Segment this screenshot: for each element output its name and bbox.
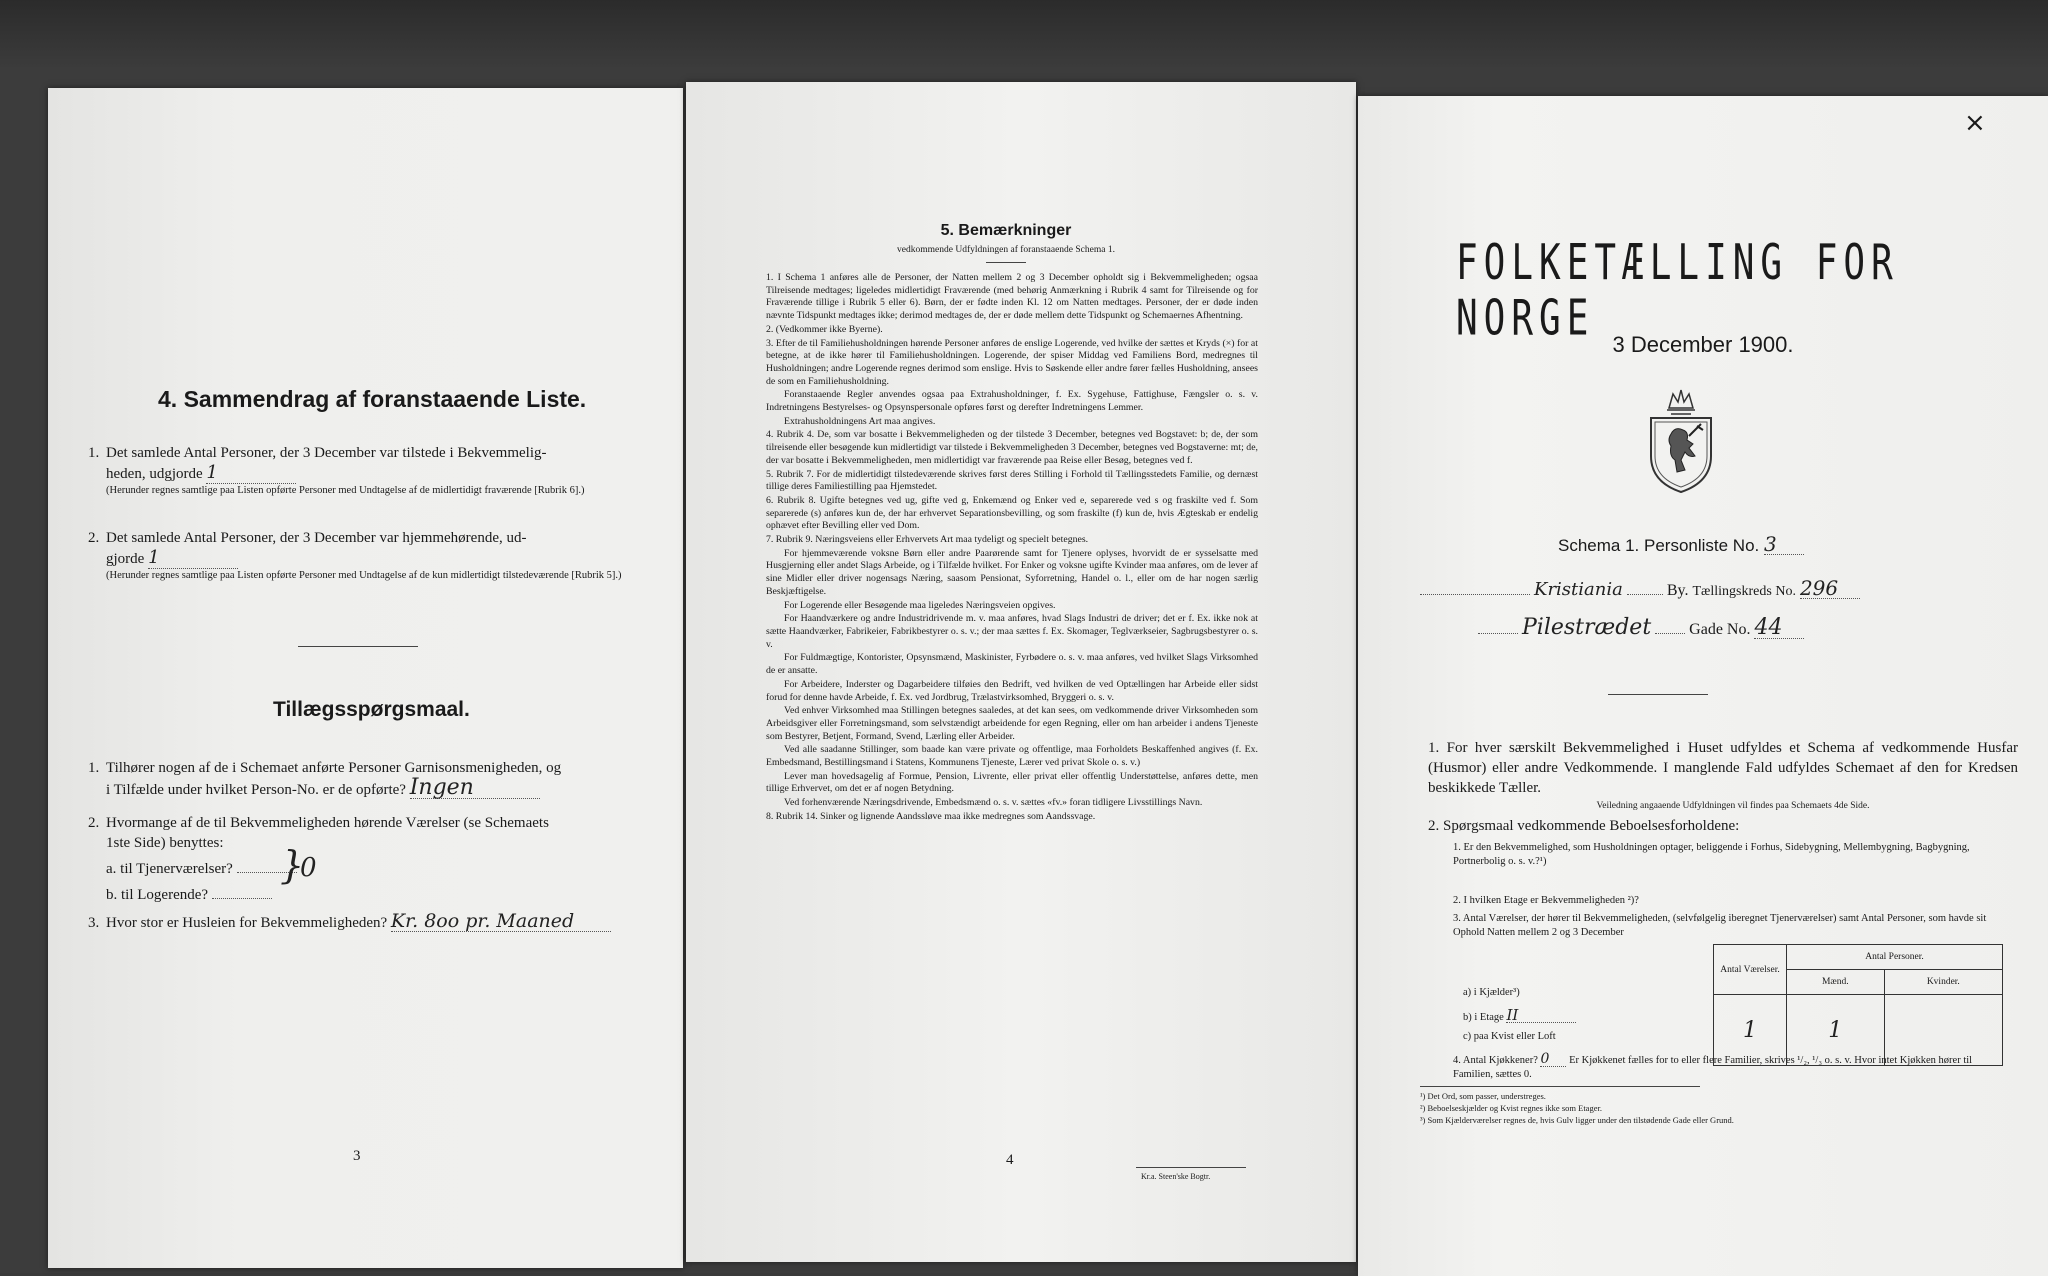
instruction-1-note: Veiledning angaaende Udfyldningen vil findes paa Schemaets 4de Side. bbox=[1596, 801, 1870, 811]
question-4-value: 0 bbox=[1540, 1052, 1566, 1067]
q2-text: Det samlede Antal Personer, der 3 December var hjemmehørende, ud- bbox=[106, 530, 527, 546]
page-number-3: 3 bbox=[353, 1148, 361, 1164]
header-women: Kvinder. bbox=[1884, 970, 2002, 995]
q1-answer: 1 bbox=[206, 463, 296, 484]
e2b-label: b. til Logerende? bbox=[106, 887, 209, 903]
district-number: 296 bbox=[1800, 578, 1860, 599]
page-summary bbox=[48, 88, 683, 1268]
remarks-item: Ved forhenværende Næringsdrivende, Embedsmænd o. s. v. sættes «fv.» foran tidligere Livsstillings Navn. bbox=[784, 797, 1203, 809]
question-4-rest: Er Kjøkkenet fælles for to eller flere Familier, skrives ¹/₂, ¹/₃ o. s. v. Hvor intet Kjøkken hører til Familien, sættes 0. bbox=[1453, 1055, 1973, 1080]
remarks-item: For Haandværkere og andre Industridrivende m. v. maa anføres, hvad Slags Industri de driver; det er f. Ex. ikke nok at sætte Haandværker, Fabrikeier, Fabrikbestyrer o. s. v.; der maa sættes f. Ex. Skomager, Teglværkseier, Sagbrugsbestyrer o. s. v. bbox=[766, 613, 1258, 650]
remarks-item: 1. I Schema 1 anføres alle de Personer, der Natten mellem 2 og 3 December opholdt sig i Bekvemmeligheden; ogsaa Tilreisende medtages; ligeledes midlertidigt Fraværende (med behørig Anmærkning i Rubrik 4 samt for Tilreisende og for Fraværende tillige i Rubrik 5 eller 6). Børn, der er fødte inden Kl. 12 om Natten medtages. Personer, der er døde inden nævnte Tidspunkt medtages ikke; derimod medtages de, der er døde mellem dette Tidspunkt og Schemaernes Afhentning. bbox=[766, 272, 1258, 322]
q2-note: (Herunder regnes samtlige paa Listen opførte Personer med Undtagelse af de kun midlertidigt tilstedeværende [Rubrik 5].) bbox=[106, 570, 622, 581]
row-b bbox=[1463, 1008, 1576, 1025]
row-b-value: II bbox=[1506, 1008, 1576, 1023]
rooms-persons-table bbox=[1713, 944, 2003, 1066]
summary-question-2: 2. Det samlede Antal Personer, der 3 December var hjemmehørende, ud- gjorde 1 (Herunder regnes samtlige paa Listen opførte Personer med Undtagelse af de kun midlertidigt tilstedeværende [Rubrik 5].) bbox=[88, 528, 668, 583]
q2-answer: 1 bbox=[148, 548, 238, 569]
page-remarks bbox=[686, 82, 1356, 1262]
remarks-item: 7. Rubrik 9. Næringsveiens eller Erhvervets Art maa tydeligt og specielt betegnes. bbox=[766, 534, 1089, 546]
row-c-label: c) paa Kvist eller Loft bbox=[1463, 1031, 1556, 1042]
e2-text: Hvormange af de til Bekvemmeligheden hørende Værelser (se Schemaets bbox=[106, 815, 549, 831]
men-value: 1 bbox=[1828, 1017, 1843, 1043]
extra-question-1: 1. Tilhører nogen af de i Schemaet anførte Personer Garnisonsmenigheden, og i Tilfælde under hvilket Person-No. er de opførte? Ingen bbox=[88, 760, 562, 800]
q2-text-b: gjorde bbox=[106, 551, 145, 567]
divider bbox=[298, 646, 418, 647]
header-men: Mænd. bbox=[1787, 970, 1885, 995]
remarks-item: For Arbeidere, Inderster og Dagarbeidere tilføies den Bedrift, ved hvilken de ved Optællingen har Arbeide eller sidst forud for denne havde Arbeide, f. Ex. ved Jordbrug, Trælastvirksomhed, Bryggeri o. s. v. bbox=[766, 678, 1258, 703]
remarks-item: 5. Rubrik 7. For de midlertidigt tilstedeværende skrives først deres Stilling i Forhold til Tællingsstedets Familie, og dernæst tillige deres Familiestilling paa Hjemstedet. bbox=[766, 468, 1258, 493]
remarks-list bbox=[766, 272, 1258, 825]
section-title-extra: Tillægsspørgsmaal. bbox=[273, 698, 470, 721]
question-4 bbox=[1453, 1052, 2013, 1082]
footnote-divider bbox=[1420, 1086, 1700, 1087]
footnotes bbox=[1420, 1090, 2020, 1126]
page-number-4: 4 bbox=[1006, 1152, 1014, 1168]
cross-mark: × bbox=[1964, 108, 1986, 138]
instruction-2: 2. Spørgsmaal vedkommende Beboelsesforholdene: bbox=[1428, 818, 1740, 834]
remarks-item: Ved alle saadanne Stillinger, som baade kan være private og offentlige, maa Forholdets Beskaffenhed angives (f. Ex. Embedsmand, Bestillingsmand i Statens, Kommunens Tjeneste, Lærer ved privat Skole o. s. v.) bbox=[766, 744, 1258, 769]
e3-text: Hvor stor er Husleien for Bekvemmeligheden? bbox=[106, 915, 388, 931]
q1-text-b: heden, udgjorde bbox=[106, 466, 203, 482]
summary-question-1: 1. Det samlede Antal Personer, der 3 December var tilstede i Bekvemmelig- heden, udgjorde 1 (Herunder regnes samtlige paa Listen opførte Personer med Undtagelse af de midlertidigt fraværende [Rubrik 6].) bbox=[88, 443, 668, 498]
row-a-label: a) i Kjælder³) bbox=[1463, 987, 1520, 998]
remarks-item: Ved enhver Virksomhed maa Stillingen betegnes saaledes, at det kan sees, om vedkommende driver Virksomheden som Arbeidsgiver eller Forretningsmand, som selvstændigt arbeidende for egen Regning, eller om han arbeider i andens Tjeneste som Bestyrer, Betjent, Formand, Svend, Lærling eller Arbeider. bbox=[766, 705, 1258, 742]
question-4-label: 4. Antal Kjøkkener? bbox=[1453, 1055, 1538, 1066]
footnote-3: ³) Som Kjælderværelser regnes de, hvis Gulv ligger under den tilstødende Gade eller Grund. bbox=[1420, 1115, 1734, 1125]
q1-text: Det samlede Antal Personer, der 3 December var tilstede i Bekvemmelig- bbox=[106, 445, 547, 461]
rooms-value: 1 bbox=[1743, 1017, 1757, 1043]
remarks-item: Foranstaaende Regler anvendes ogsaa paa Extrahusholdninger, f. Ex. Sygehuse, Fattighuse, Fængsler o. s. v. Indretningens Bestyrelses- og Opsynspersonale opføres først og derefter Indretningens Lemmer. bbox=[766, 389, 1258, 414]
header-rooms: Antal Værelser. bbox=[1714, 945, 1787, 995]
section-title-summary: 4. Sammendrag af foranstaaende Liste. bbox=[158, 386, 587, 412]
question-2: 2. I hvilken Etage er Bekvemmeligheden ²)? bbox=[1453, 895, 1639, 906]
printer-imprint: Kr.a. Steen'ske Bogtr. bbox=[1141, 1172, 1211, 1181]
section-title-remarks: 5. Bemærkninger bbox=[940, 222, 1072, 239]
instruction-1: 1. For hver særskilt Bekvemmelighed i Huset udfyldes et Schema af vedkommende Husfar (Husmor) eller andre Vedkommende. I manglende Fald udfyldes Schemaet af den for Kredsen beskikkede Tæller. bbox=[1428, 740, 2018, 796]
question-1: 1. Er den Bekvemmelighed, som Husholdningen optager, beliggende i Forhus, Sidebygning, Mellembygning, Bagbygning, Portnerbolig o. s. v.?¹) bbox=[1453, 842, 1970, 867]
district-label: Tællingskreds No. bbox=[1692, 584, 1796, 599]
remarks-item: 8. Rubrik 14. Sinker og lignende Aandssløve maa ikke medregnes som Aandssvage. bbox=[766, 810, 1096, 822]
remarks-item: Lever man hovedsagelig af Formue, Pension, Livrente, eller privat eller offentlig Understøttelse, anføres dette, men tillige Erhvervet, om det er af nogen Betydning. bbox=[766, 770, 1258, 795]
remarks-item: Extrahusholdningens Art maa angives. bbox=[784, 415, 936, 427]
divider bbox=[1136, 1167, 1246, 1168]
page-cover bbox=[1358, 96, 2048, 1276]
census-date: 3 December 1900. bbox=[1612, 332, 1794, 357]
divider bbox=[986, 262, 1026, 263]
remarks-item: 6. Rubrik 8. Ugifte betegnes ved ug, gifte ved g, Enkemænd og Enker ved e, separerede ved s og fraskilte ved f. Som separerede (s) anføres kun de, der har erhvervet Separationsbevilling, og som fraskilte (f) kun de, hvis Ægteskab er endelig ophævet efter Bevilling eller ved Dom. bbox=[766, 494, 1258, 532]
remarks-item: For hjemmeværende voksne Børn eller andre Paarørende samt for Tjenere oplyses, hvorvidt de er sysselsatte med Husgjerning eller andet Slags Arbeide, og i Tilfælde hvilket. For Enker og voksne ugifte Kvinder maa anføres, om de lever af sine Midler eller driver nogensags Næring, saasom Pensionat, Syforretning, Handel o. l., eller om de har nogen særlig Beskjæftigelse. bbox=[766, 547, 1258, 597]
city-name: Kristiania bbox=[1534, 579, 1623, 600]
e2-answer: 0 bbox=[300, 853, 317, 883]
street-name: Pilestrædet bbox=[1522, 615, 1652, 640]
e2-text-b: 1ste Side) benyttes: bbox=[106, 835, 224, 851]
extra-question-3: 3. Hvor stor er Husleien for Bekvemmeligheden? Kr. 8oo pr. Maaned bbox=[88, 911, 683, 933]
question-3: 3. Antal Værelser, der hører til Bekvemmeligheden, (selvfølgelig iberegnet Tjenerværelser) samt Antal Personer, som havde sit Ophold Natten mellem 2 og 3 December bbox=[1453, 913, 1987, 938]
street-label: Gade No. bbox=[1689, 621, 1751, 638]
e1-answer: Ingen bbox=[410, 778, 540, 799]
street-line bbox=[1478, 615, 1998, 640]
e1-text-b: i Tilfælde under hvilket Person-No. er de opførte? bbox=[106, 782, 406, 798]
footnote-1: ¹) Det Ord, som passer, understreges. bbox=[1420, 1091, 1546, 1101]
schema-label: Schema 1. Personliste No. bbox=[1558, 536, 1760, 555]
brace-mark: } bbox=[280, 843, 305, 887]
street-number: 44 bbox=[1754, 618, 1804, 639]
location-line bbox=[1420, 578, 2020, 602]
schema-line bbox=[1558, 534, 1804, 556]
row-b-label: b) i Etage bbox=[1463, 1012, 1504, 1023]
remarks-item: For Logerende eller Besøgende maa ligeledes Næringsveien opgives. bbox=[784, 599, 1056, 611]
document-title: FOLKETÆLLING FOR NORGE bbox=[1456, 236, 1899, 347]
remarks-item: For Fuldmægtige, Kontorister, Opsynsmænd, Maskinister, Fyrbødere o. s. v. maa anføres, ved hvilket Slags Virksomhed de er ansatte. bbox=[766, 652, 1258, 677]
q1-note: (Herunder regnes samtlige paa Listen opførte Personer med Undtagelse af de midlertidigt fraværende [Rubrik 6].) bbox=[106, 485, 585, 496]
schema-number: 3 bbox=[1764, 534, 1804, 555]
e3-answer: Kr. 8oo pr. Maaned bbox=[391, 911, 611, 932]
remarks-item: 4. Rubrik 4. De, som var bosatte i Bekvemmeligheden og der tilstede 3 December, betegnes ved Bogstavet: b; de, der som tilreisende eller besøgende kun midlertidigt var tilstede i Bekvemmeligheden 3 December, betegnes ved Bogstaverne: mt; de, der var bosatte i Bekvemmeligheden, men midlertidigt var fraværende paa Reise eller Besøg, betegnes ved f. bbox=[766, 429, 1258, 466]
coat-of-arms-icon bbox=[1645, 386, 1717, 496]
remarks-item: 3. Efter de til Familiehusholdningen hørende Personer anføres de enslige Logerende, ved hvilke der sættes et Kryds (×) for at betegne, at de ikke hører til Familiehusholdningen. Logerende, der spiser Middag ved Familiens Bord, medregnes til Husholdningen; andre Logerende regnes derimod som enslige. Hvis to Søskende eller andre fører fælles Husholdning, ansees de som en Familiehusholdning. bbox=[766, 337, 1258, 387]
divider bbox=[1608, 694, 1708, 695]
e1-text: Tilhører nogen af de i Schemaet anførte Personer Garnisonsmenigheden, og bbox=[106, 760, 562, 776]
e2a-label: a. til Tjenerværelser? bbox=[106, 861, 233, 877]
extra-question-2: 2. Hvormange af de til Bekvemmeligheden hørende Værelser (se Schemaets 1ste Side) benyttes: a. til Tjenerværelser? b. til Logerende? bbox=[88, 813, 668, 905]
remarks-item: 2. (Vedkommer ikke Byerne). bbox=[766, 323, 883, 335]
remarks-subtitle: vedkommende Udfyldningen af foranstaaende Schema 1. bbox=[897, 245, 1115, 255]
header-persons: Antal Personer. bbox=[1787, 945, 2003, 970]
city-suffix: By. bbox=[1666, 582, 1689, 599]
footnote-2: ²) Beboelseskjælder og Kvist regnes ikke som Etager. bbox=[1420, 1103, 1602, 1113]
